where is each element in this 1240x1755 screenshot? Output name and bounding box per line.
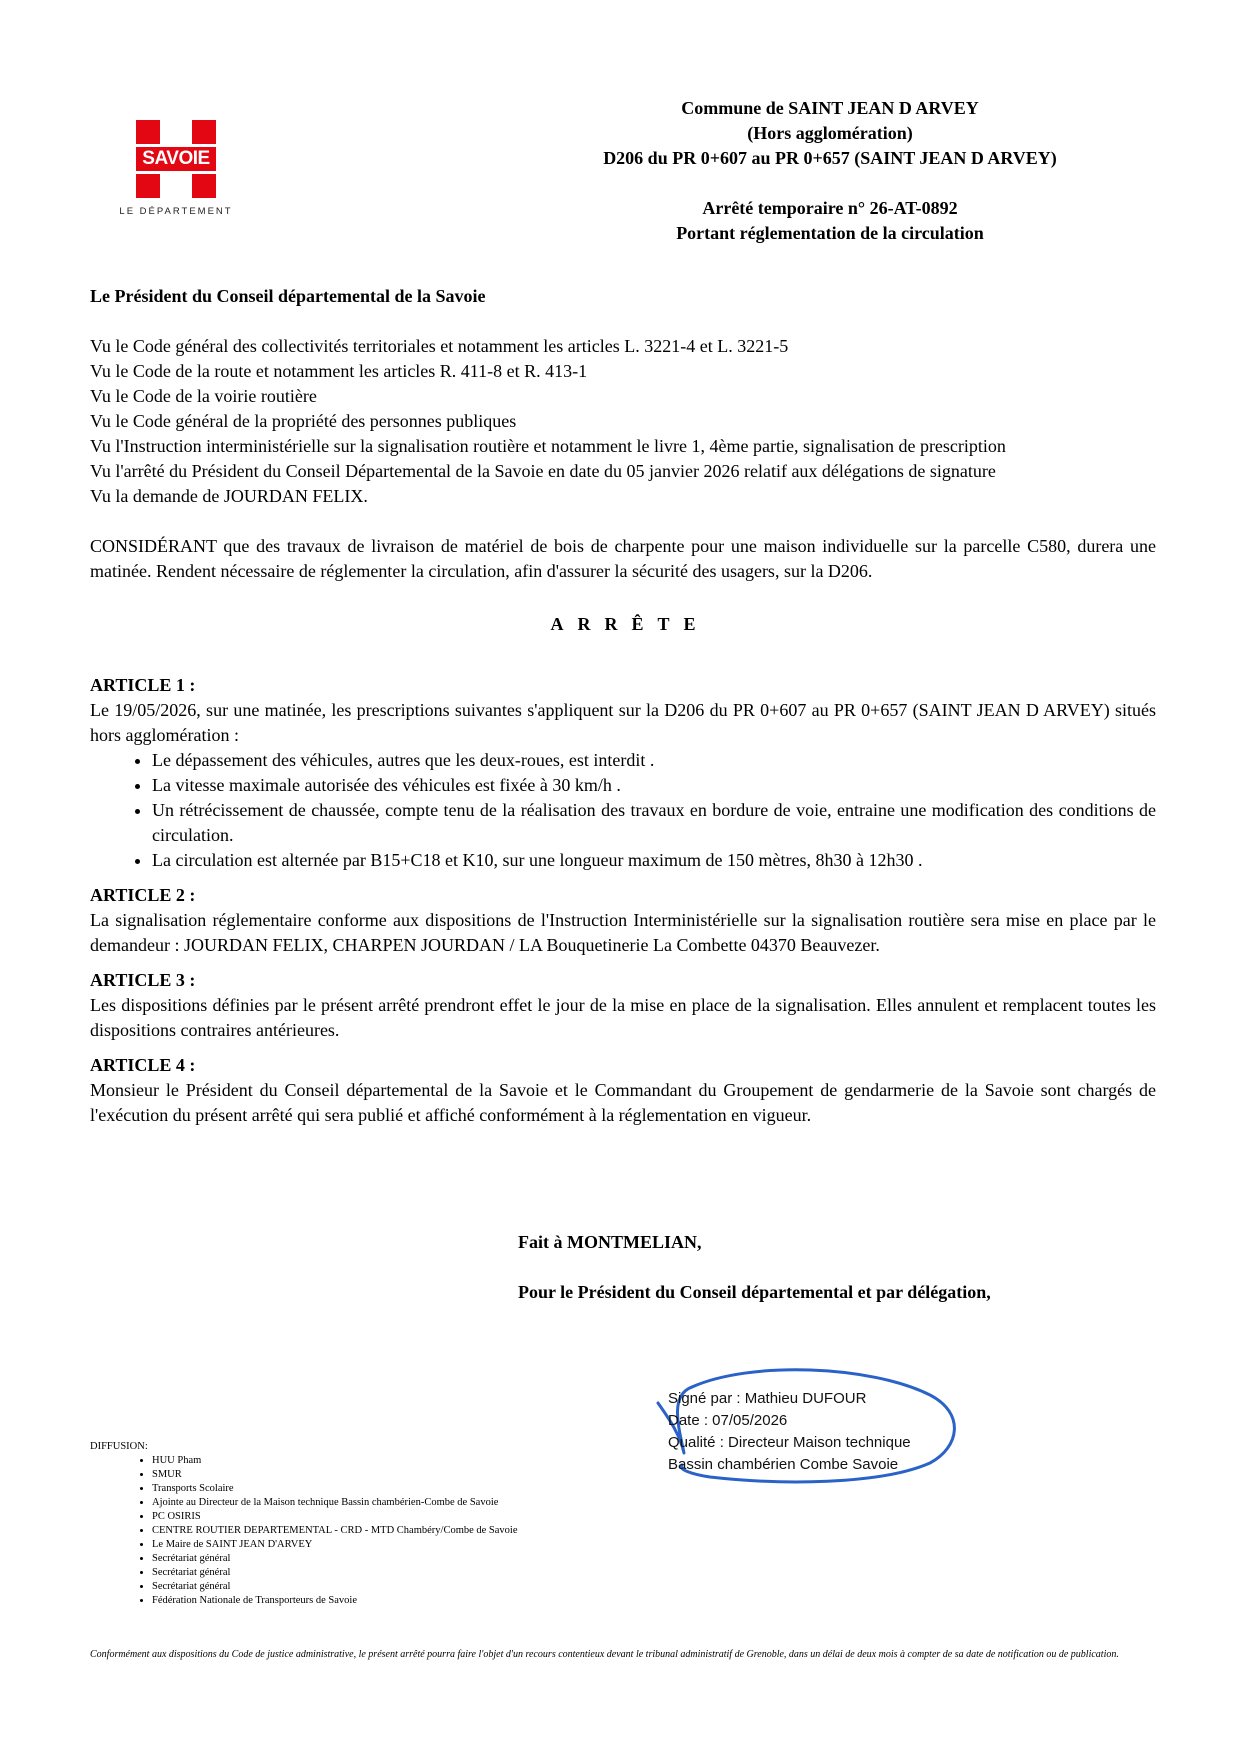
diffusion-item: • Ajointe au Directeur de la Maison technique Bassin chambérien-Combe de Savoie — [152, 1496, 790, 1510]
legal-recourse-note: Conformément aux dispositions du Code de justice administrative, le présent arrêté pourra faire l'objet d'un recours contentieux devant le tribunal administratif de Grenoble, dans un délai de deux mois à compter de sa date de notification ou de publication. — [90, 1649, 1119, 1660]
header-arrete-number: Arrêté temporaire n° 26-AT-0892 — [702, 198, 958, 218]
article-1-text: Le 19/05/2026, sur une matinée, les prescriptions suivantes s'appliquent sur la D206 du PR 0+607 au PR 0+657 (SAINT JEAN D ARVEY) situés hors agglomération : — [90, 700, 1156, 745]
prescription-item: • Un rétrécissement de chaussée, compte tenu de la réalisation des travaux en bordure de voie, entraine une modification des conditions de circulation. — [152, 798, 1156, 848]
diffusion-item: • Secrétariat général — [152, 1552, 790, 1566]
vu-item: Vu le Code général des collectivités territoriales et notamment les articles L. 3221-4 et L. 3221-5 — [90, 336, 789, 356]
logo-square-top-right — [192, 120, 216, 144]
arrete-title: ARRÊTE — [550, 614, 710, 634]
article-3-title: ARTICLE 3 : — [90, 970, 196, 990]
article-2-text: La signalisation réglementaire conforme aux dispositions de l'Instruction Interministérielle sur la signalisation routière sera mise en place par le demandeur : JOURDAN FELIX, CHARPEN JOURDAN / LA Bouquetinerie La Combette 04370 Beauvezer. — [90, 910, 1156, 955]
diffusion-item: • Secrétariat général — [152, 1566, 790, 1580]
diffusion-item: • Transports Scolaire — [152, 1482, 790, 1496]
diffusion-item: • PC OSIRIS — [152, 1510, 790, 1524]
president-heading: Le Président du Conseil départemental de la Savoie — [90, 286, 486, 306]
prescription-item: • Le dépassement des véhicules, autres que les deux-roues, est interdit . — [152, 748, 1156, 773]
diffusion-block — [90, 1440, 790, 1608]
logo-square-top-left — [136, 120, 160, 144]
savoie-cross-emblem — [136, 120, 216, 198]
prescription-item: • La vitesse maximale autorisée des véhicules est fixée à 30 km/h . — [152, 773, 1156, 798]
header-commune: Commune de SAINT JEAN D ARVEY — [681, 98, 979, 118]
signer-quality-line2: Bassin chambérien Combe Savoie — [668, 1456, 899, 1473]
document-header — [560, 96, 1100, 246]
header-road-section: D206 du PR 0+607 au PR 0+657 (SAINT JEAN D ARVEY) — [603, 148, 1057, 168]
department-logo — [110, 120, 240, 220]
signature-date: Date : 07/05/2026 — [668, 1412, 788, 1429]
diffusion-title: DIFFUSION: — [90, 1441, 148, 1452]
closing-block — [518, 1230, 1138, 1305]
header-subject: Portant réglementation de la circulation — [676, 223, 984, 243]
logo-caption: LE DÉPARTEMENT — [119, 206, 233, 217]
vu-item: Vu le Code de la voirie routière — [90, 386, 317, 406]
signed-by: Signé par : Mathieu DUFOUR — [668, 1390, 867, 1407]
vu-list — [90, 334, 1156, 509]
vu-item: Vu l'Instruction interministérielle sur la signalisation routière et notamment le livre 1, 4ème partie, signalisation de prescription — [90, 436, 1006, 456]
prescription-item: • La circulation est alternée par B15+C18 et K10, sur une longueur maximum de 150 mètres, 8h30 à 12h30 . — [152, 848, 1156, 873]
diffusion-item: • Le Maire de SAINT JEAN D'ARVEY — [152, 1538, 790, 1552]
par-delegation: Pour le Président du Conseil départemental et par délégation, — [518, 1282, 991, 1302]
article-3-text: Les dispositions définies par le présent arrêté prendront effet le jour de la mise en place de la signalisation. Elles annulent et remplacent toutes les dispositions contraires antérieures. — [90, 995, 1156, 1040]
signer-quality: Qualité : Directeur Maison technique — [668, 1434, 911, 1451]
article-4-title: ARTICLE 4 : — [90, 1055, 196, 1075]
vu-item: Vu le Code de la route et notamment les articles R. 411-8 et R. 413-1 — [90, 361, 588, 381]
article-2-title: ARTICLE 2 : — [90, 885, 196, 905]
logo-brand-text: SAVOIE — [136, 147, 216, 171]
diffusion-item: • CENTRE ROUTIER DEPARTEMENTAL - CRD - MTD Chambéry/Combe de Savoie — [152, 1524, 790, 1538]
vu-item: Vu le Code général de la propriété des personnes publiques — [90, 411, 517, 431]
diffusion-list — [90, 1454, 790, 1608]
article-1-prescriptions — [90, 748, 1156, 873]
vu-item: Vu l'arrêté du Président du Conseil Départemental de la Savoie en date du 05 janvier 2026 relatif aux délégations de signature — [90, 461, 996, 481]
header-spacer — [560, 171, 1100, 196]
article-1-title: ARTICLE 1 : — [90, 675, 196, 695]
logo-square-bottom-left — [136, 174, 160, 198]
diffusion-item: • HUU Pham — [152, 1454, 790, 1468]
considerant-paragraph: CONSIDÉRANT que des travaux de livraison de matériel de bois de charpente pour une maison individuelle sur la parcelle C580, durera une matinée. Rendent nécessaire de réglementer la circulation, afin d'assurer la sécurité des usagers, sur la D206. — [90, 536, 1156, 581]
logo-square-bottom-right — [192, 174, 216, 198]
document-body — [90, 284, 1156, 1128]
header-zone: (Hors agglomération) — [747, 123, 913, 143]
article-4-text: Monsieur le Président du Conseil départemental de la Savoie et le Commandant du Groupement de gendarmerie de la Savoie sont chargés de l'exécution du présent arrêté qui sera publié et affiché conformément à la réglementation en vigueur. — [90, 1080, 1156, 1125]
diffusion-item: • SMUR — [152, 1468, 790, 1482]
diffusion-item: • Fédération Nationale de Transporteurs de Savoie — [152, 1594, 790, 1608]
vu-item: Vu la demande de JOURDAN FELIX. — [90, 486, 368, 506]
fait-a: Fait à MONTMELIAN, — [518, 1232, 702, 1252]
diffusion-item: • Secrétariat général — [152, 1580, 790, 1594]
